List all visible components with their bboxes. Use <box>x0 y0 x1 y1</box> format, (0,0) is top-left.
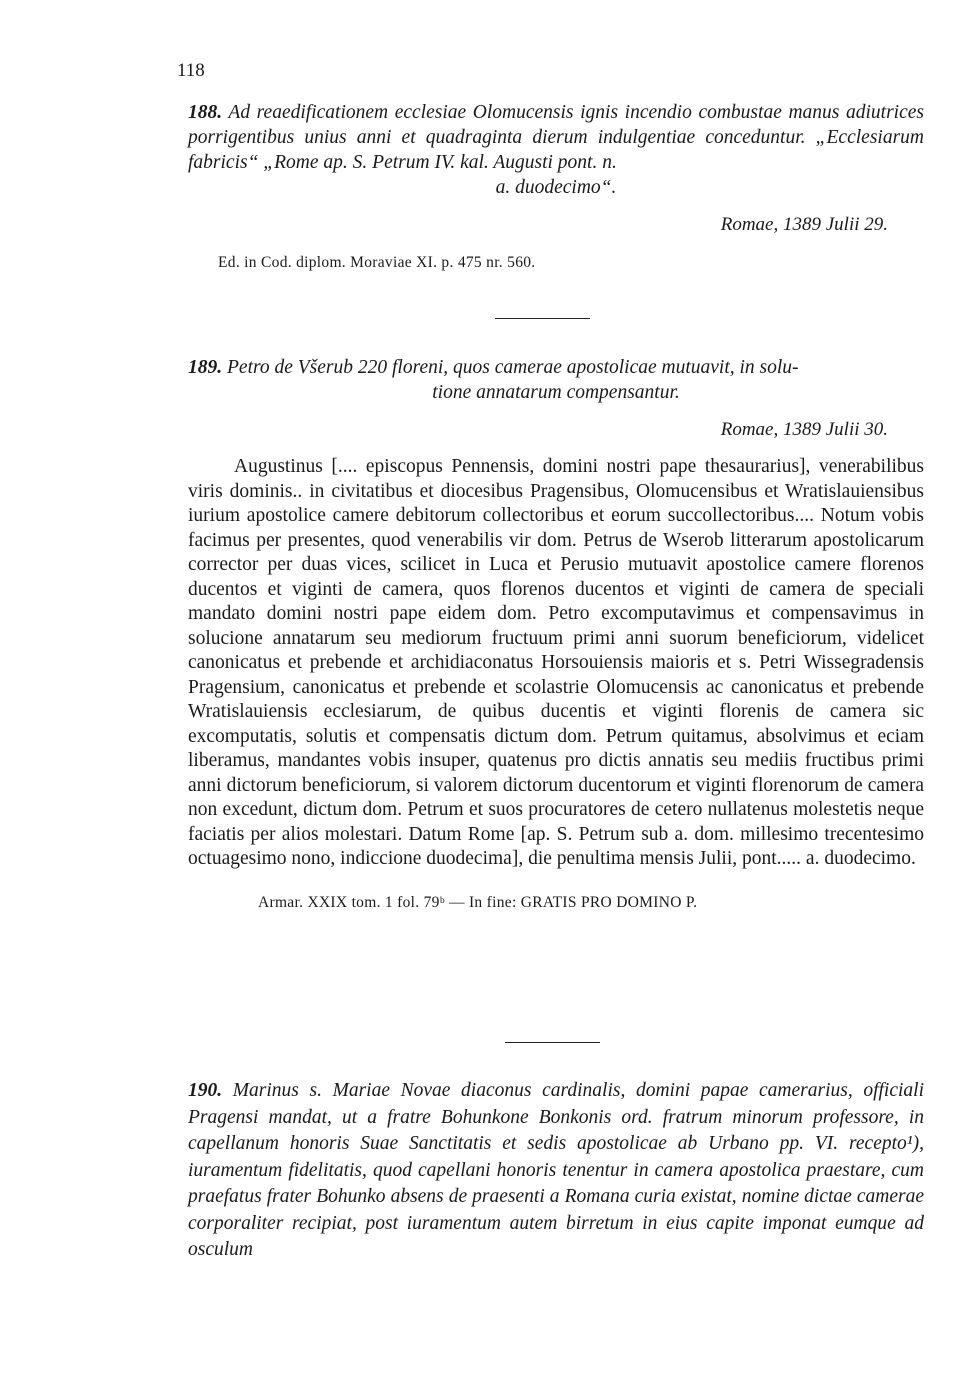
entry-188-number: 188. <box>188 102 223 123</box>
entry-189-rubric-end: tione annatarum compensantur. <box>432 382 680 403</box>
entry-188-rubric-end: a. duodecimo“. <box>495 177 617 198</box>
separator-rule <box>495 318 590 319</box>
entry-190-number: 190. <box>188 1080 223 1101</box>
entry-189-rubric <box>188 355 924 380</box>
page-number: 118 <box>177 60 205 81</box>
entry-189-body: Augustinus [.... episcopus Pennensis, domini nostri pape thesaurarius], venerabilibus viris dominis.. in civitatibus et diocesibus Pragensibus, Olomucensibus et Wratislauiensibus iurium apostolice camere debitorum collectoribus et eorum succollectoribus.... Notum vobis facimus per presentes, quod venerabilis vir dom. Petrus de Wserob litterarum apostolicarum corrector per duas vices, scilicet in Luca et Perusio mutuavit apostolice camere florenos ducentos et viginti de camera, quos florenos ducentos et viginti de camera de speciali mandato domini nostri pape eidem dom. Petro excomputavimus et compensavimus in solucione annatarum seu mediorum fructuum primi anni suorum beneficiorum, videlicet canonicatus et prebende et archidiaconatus Horsouiensis maioris et s. Petri Wissegradensis Pragensium, canonicatus et prebende et scolastrie Olomucensis ac canonicatus et prebende Wratislauiensis ecclesiarum, de quibus ducentis et viginti florenis de camera sic excomputatis, solutis et compensatis dictum dom. Petrum quitamus, absolvimus et eciam liberamus, mandantes vobis insuper, quatenus pro dictis annatis seu mediis fructibus primi anni dictorum beneficiorum, si valorem dictorum ducentorum et viginti florenorum de camera non excedunt, dictum dom. Petrum et suos procuratores de cetero nullatenus molestetis neque faciatis per alios molestari. Datum Rome [ap. S. Petrum sub a. dom. millesimo trecentesimo octuagesimo nono, indiccione duodecima], die penultima mensis Julii, pont..... a. duodecimo. <box>188 456 924 869</box>
entry-190 <box>188 1078 924 1264</box>
entry-190-rubric <box>188 1078 924 1264</box>
entry-189-rubric-text: Petro de Všerub 220 floreni, quos camerae apostolicae mutuavit, in solu- <box>227 357 799 378</box>
entry-189-number: 189. <box>188 357 223 378</box>
entry-190-rubric-text: Marinus s. Mariae Novae diaconus cardinalis, domini papae camerarius, officiali Pragensi mandat, ut a fratre Bohunkone Bonkonis ord. fratrum minorum professore, in capellanum honoris Suae Sanctitatis et sedis apostolicae ab Urbano pp. VI. recepto¹), iuramentum fidelitatis, quod capellani honoris tenentur in camera apostolica praestare, cum praefatus frater Bohunko absens de praesenti a Romana curia existat, nomine dictae camerae corporaliter recipiat, post iuramentum autem birretum in eius capite imponat eumque ad osculum <box>188 1080 925 1260</box>
entry-188 <box>188 100 924 272</box>
entry-189-source: Armar. XXIX tom. 1 fol. 79ᵇ — In fine: GRATIS PRO DOMINO P. <box>258 893 698 911</box>
separator-rule <box>505 1042 600 1043</box>
entry-188-rubric <box>188 100 924 175</box>
entry-188-edition: Ed. in Cod. diplom. Moraviae XI. p. 475 nr. 560. <box>218 254 536 271</box>
entry-189-date: Romae, 1389 Julii 30. <box>720 419 888 440</box>
entry-188-date: Romae, 1389 Julii 29. <box>720 214 888 235</box>
entry-188-rubric-text: Ad reaedificationem ecclesiae Olomucensis ignis incendio combustae manus adiutrices porrigentibus unius anni et quadraginta dierum indulgentiae conceduntur. „Ecclesiarum fabricis“ „Rome ap. S. Petrum IV. kal. Augusti pont. n. <box>188 102 924 173</box>
entry-189 <box>188 355 924 912</box>
